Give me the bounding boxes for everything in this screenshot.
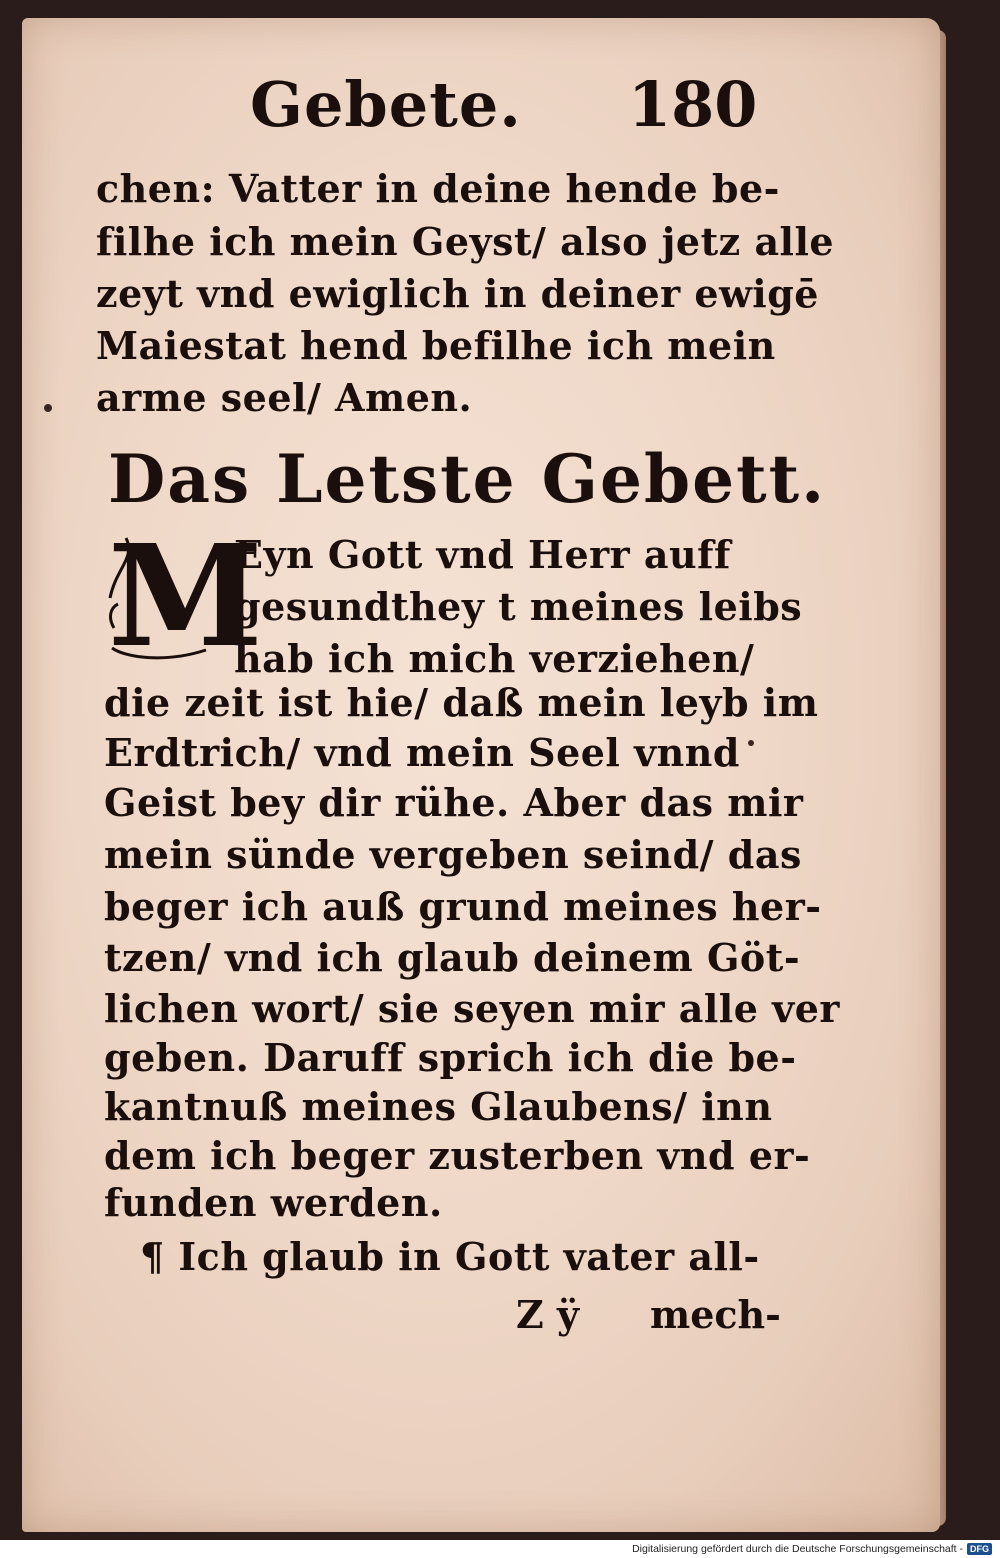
text-line: gesundthey t meines leibs: [234, 584, 803, 629]
text-line: Geist bey dir rühe. Aber das mir: [104, 780, 804, 825]
ink-spot: [748, 740, 754, 746]
digitization-credit: [592, 1540, 992, 1558]
text-line: lichen wort/ sie seyen mir alle ver: [104, 986, 840, 1031]
dfg-logo: DFG: [967, 1543, 992, 1555]
text-line: chen: Vatter in deine hende be-: [96, 166, 780, 211]
creed-line: ¶ Ich glaub in Gott vater all-: [140, 1234, 760, 1279]
text-line: Maiestat hend befilhe ich mein: [96, 323, 776, 368]
decorated-initial: M: [108, 515, 263, 679]
text-line: Eyn Gott vnd Herr auff: [234, 532, 731, 577]
text-line: die zeit ist hie/ daß mein leyb im: [104, 680, 819, 725]
catchword: mech-: [650, 1292, 781, 1337]
page-number: 180: [628, 68, 758, 141]
credit-text: Digitalisierung gefördert durch die Deutsche Forschungsgemeinschaft -: [632, 1543, 963, 1555]
running-title: Gebete.: [250, 68, 522, 141]
text-line: geben. Daruff sprich ich die be-: [104, 1035, 797, 1080]
section-heading: Das Letste Gebett.: [108, 440, 827, 518]
text-line: beger ich auß grund meines her-: [104, 884, 822, 929]
text-line: kantnuß meines Glaubens/ inn: [104, 1084, 773, 1129]
text-line: Erdtrich/ vnd mein Seel vnnd: [104, 730, 740, 775]
text-line: zeyt vnd ewiglich in deiner ewigē: [96, 271, 819, 316]
ink-spot: [44, 404, 52, 412]
text-line: dem ich beger zusterben vnd er-: [104, 1133, 811, 1178]
text-line: tzen/ vnd ich glaub deinem Göt-: [104, 935, 801, 980]
text-line: hab ich mich verziehen/: [234, 636, 755, 681]
text-line: filhe ich mein Geyst/ also jetz alle: [96, 219, 835, 264]
text-line: arme seel/ Amen.: [96, 375, 473, 420]
text-line: mein sünde vergeben seind/ das: [104, 832, 802, 877]
signature-mark: Z ÿ: [516, 1292, 580, 1337]
text-line: funden werden.: [104, 1180, 443, 1225]
